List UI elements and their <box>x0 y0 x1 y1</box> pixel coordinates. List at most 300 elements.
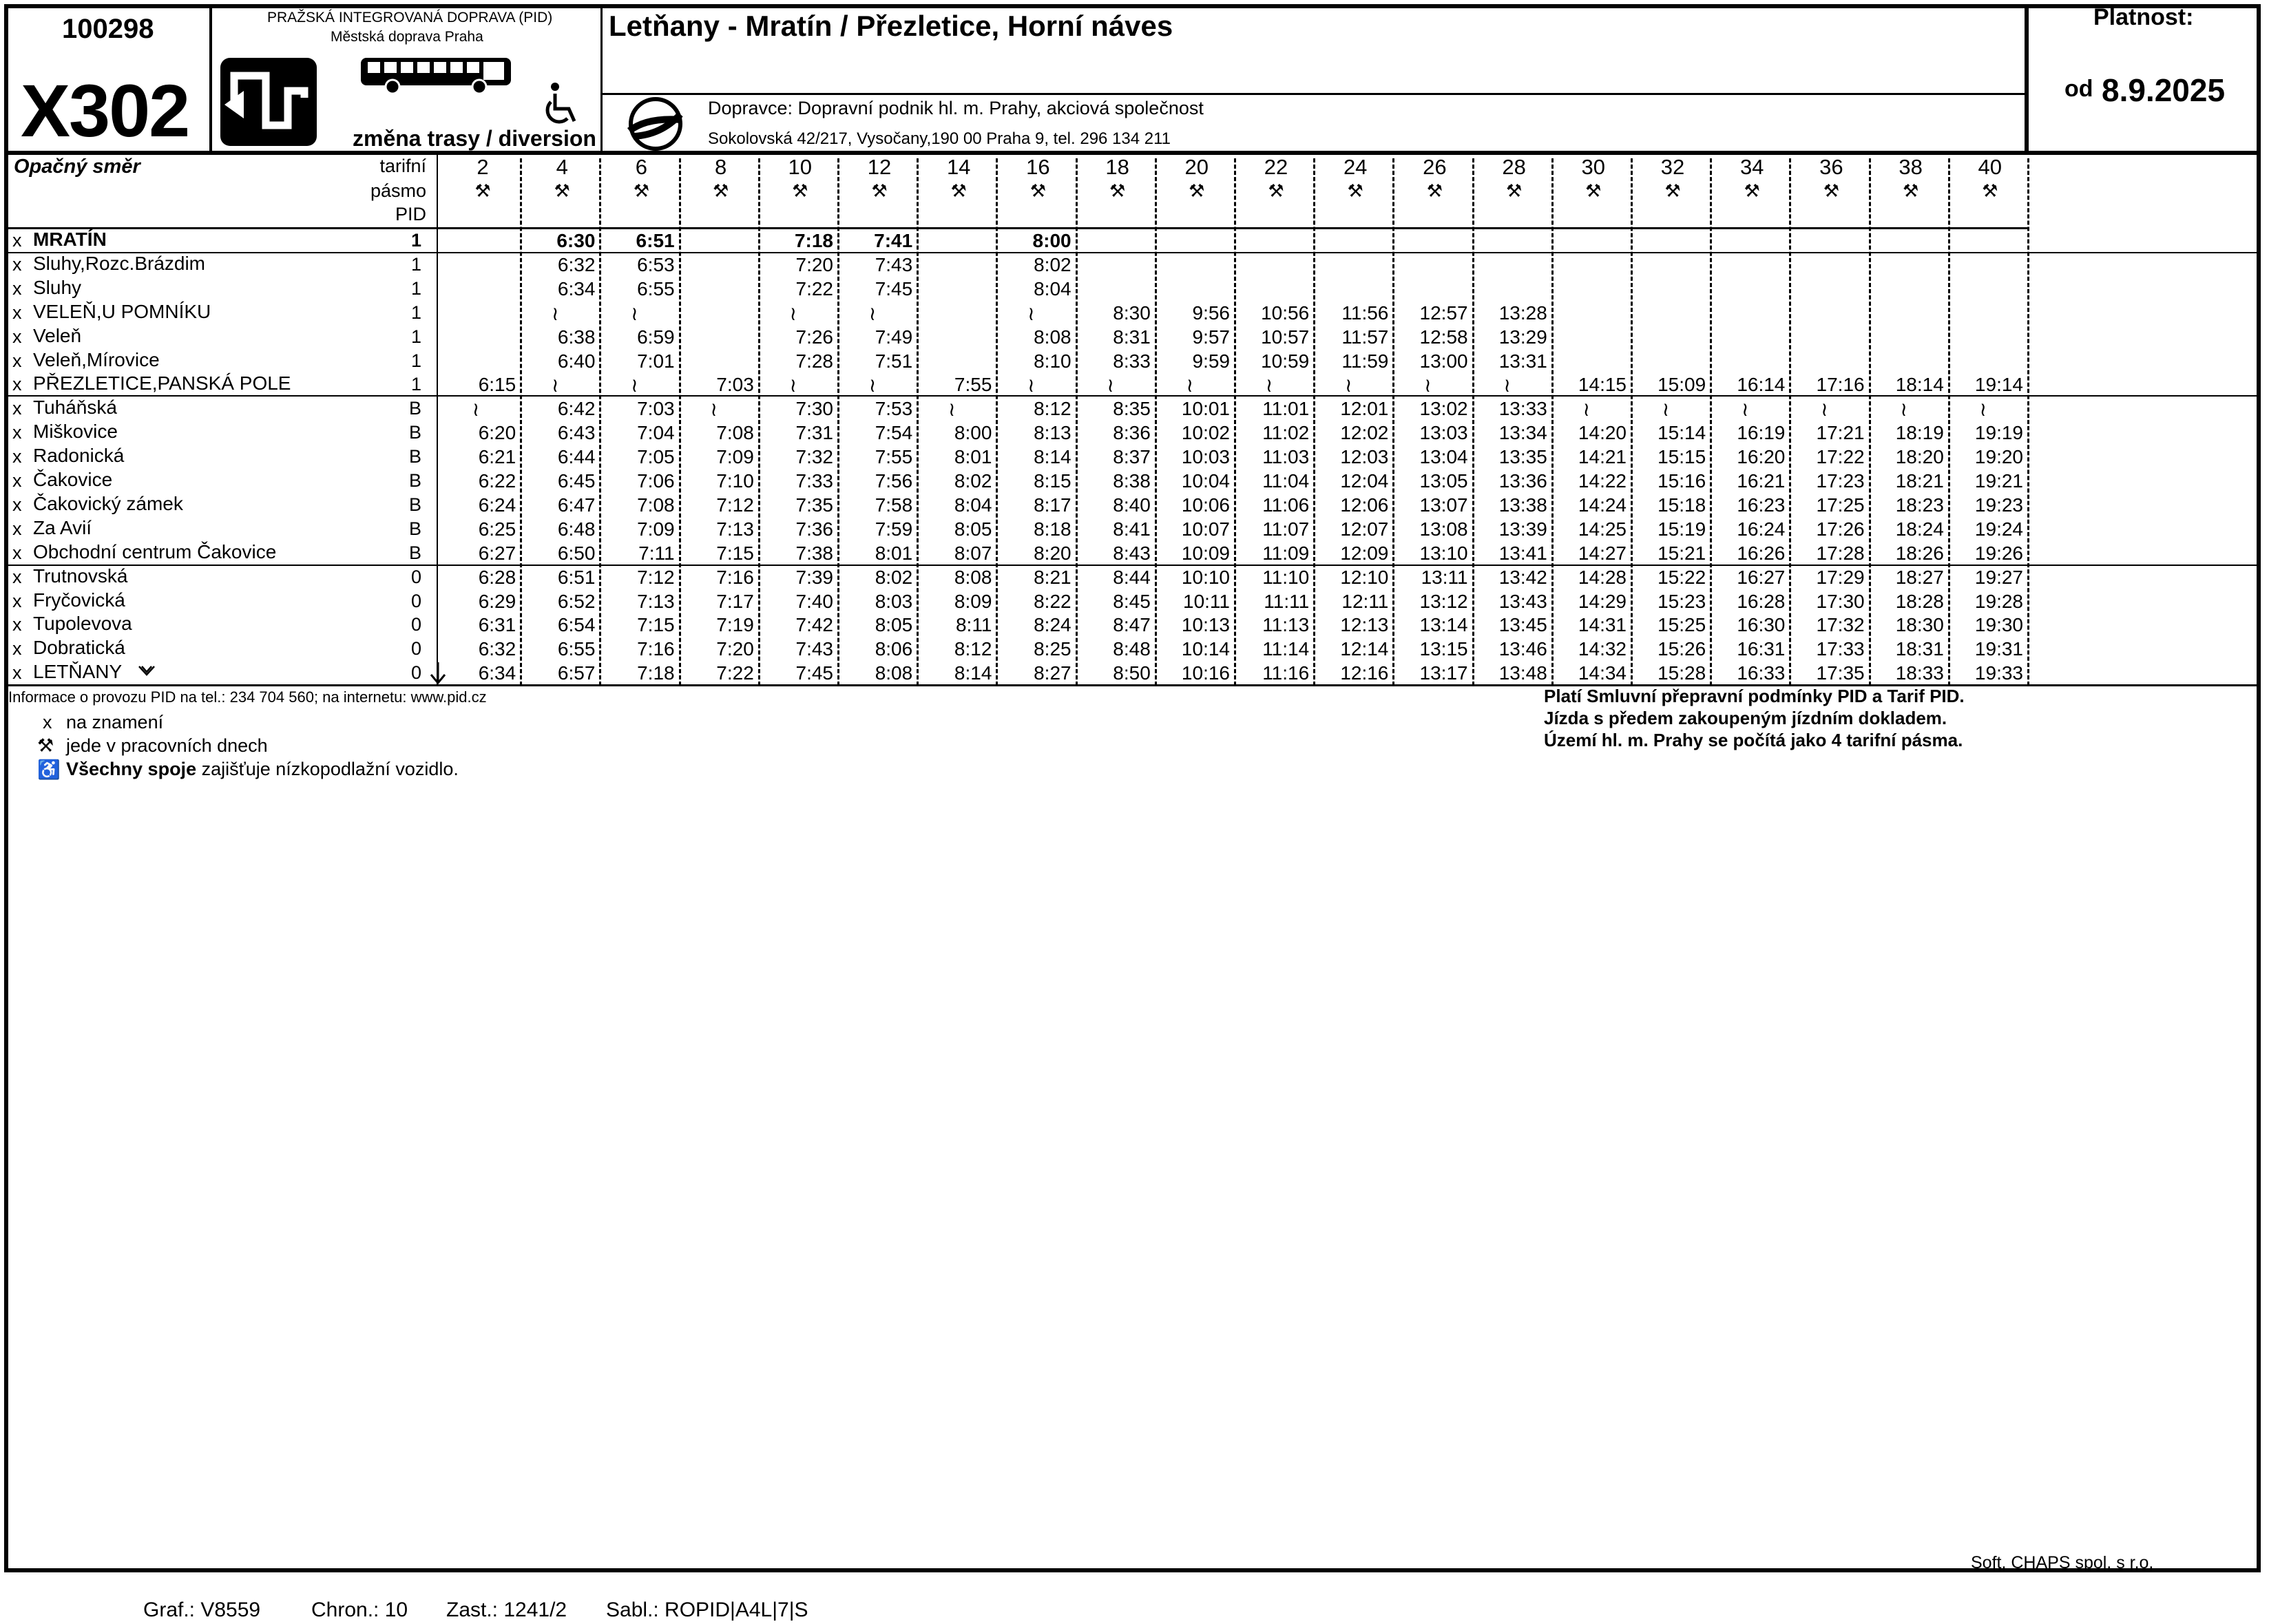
departure-time: 8:22 <box>1034 590 1071 612</box>
workday-icon: ⚒ <box>1029 180 1047 201</box>
tariff-zone: 0 <box>410 638 421 660</box>
software-credit: Soft. CHAPS spol. s r.o. <box>1971 1553 2154 1572</box>
departure-time: 15:22 <box>1658 566 1706 588</box>
stop-name: Dobratická <box>33 637 125 659</box>
departure-time: 8:15 <box>1034 470 1071 492</box>
request-stop-mark: x <box>12 542 22 563</box>
departure-time: 11:11 <box>1264 590 1310 612</box>
stop-name: VELEŇ,U POMNÍKU <box>33 300 211 322</box>
departure-time: 8:13 <box>1034 422 1071 444</box>
footer-chron: Chron.: 10 <box>311 1599 408 1621</box>
departure-time: 6:44 <box>557 446 596 468</box>
line-name: X302 <box>21 69 189 152</box>
departure-time: 19:23 <box>1974 494 2023 516</box>
tariff-zone: 1 <box>410 277 421 299</box>
lowfloor-bold: Všechny spoje <box>66 759 197 779</box>
legend-workday-text: jede v pracovních dnech <box>66 735 268 756</box>
departure-time: 8:12 <box>1034 398 1071 420</box>
request-stop-mark: x <box>12 662 22 684</box>
departure-time: 9:59 <box>1192 350 1230 372</box>
request-stop-mark: x <box>12 446 22 467</box>
departure-time: 7:09 <box>637 518 675 540</box>
stop-name: Sluhy <box>33 276 82 298</box>
departure-time: 6:20 <box>478 422 516 444</box>
bypass-mark: ≀ <box>1503 375 1511 397</box>
departure-time: 8:36 <box>1113 422 1151 444</box>
departure-time: 8:37 <box>1113 446 1151 468</box>
stop-name: Čakovický zámek <box>33 492 183 514</box>
trip-column-number: 12 <box>867 155 892 179</box>
direction-label: Opačný směr <box>14 156 140 178</box>
workday-icon: ⚒ <box>950 180 967 201</box>
trip-column-number: 32 <box>1660 155 1685 179</box>
trip-column-number: 36 <box>1819 155 1843 179</box>
wheelchair-icon <box>540 81 581 129</box>
workday-icon: ⚒ <box>554 180 570 201</box>
departure-time: 13:07 <box>1419 494 1468 516</box>
stop-name: Tuháňská <box>33 397 117 419</box>
departure-time: 12:06 <box>1340 494 1389 516</box>
departure-time: 6:38 <box>557 326 596 348</box>
departure-time: 8:21 <box>1034 566 1071 588</box>
trip-column-number: 26 <box>1423 155 1447 179</box>
departure-time: 7:16 <box>716 566 754 588</box>
stop-name: Radonická <box>33 445 125 467</box>
departure-time: 18:30 <box>1895 614 1944 636</box>
departure-time: 19:28 <box>1974 590 2023 612</box>
table-row <box>0 301 2269 325</box>
info-line: Informace o provozu PID na tel.: 234 704 560; na internetu: www.pid.cz <box>8 688 487 706</box>
departure-time: 14:34 <box>1578 662 1627 684</box>
departure-time: 8:35 <box>1113 398 1151 420</box>
bypass-mark: ≀ <box>1582 399 1591 421</box>
departure-time: 12:03 <box>1340 446 1389 468</box>
departure-time: 16:30 <box>1737 614 1786 636</box>
trip-column-number: 24 <box>1343 155 1368 179</box>
departure-time: 16:24 <box>1737 518 1786 540</box>
departure-time: 8:31 <box>1113 326 1151 348</box>
departure-time: 13:36 <box>1498 470 1547 492</box>
departure-time: 6:54 <box>557 614 596 636</box>
trip-column-number: 14 <box>946 155 971 179</box>
departure-time: 6:28 <box>478 566 516 588</box>
legend-x-text: na znamení <box>66 712 164 732</box>
departure-time: 19:24 <box>1974 518 2023 540</box>
departure-time: 11:10 <box>1262 566 1310 588</box>
tariff-zone: 1 <box>410 326 421 347</box>
departure-time: 16:14 <box>1737 374 1786 396</box>
departure-time: 7:55 <box>875 446 913 468</box>
departure-time: 6:42 <box>557 398 596 420</box>
departure-time: 13:28 <box>1498 302 1547 324</box>
bypass-mark: ≀ <box>948 399 956 421</box>
departure-time: 15:14 <box>1658 422 1706 444</box>
departure-time: 7:15 <box>716 542 754 564</box>
departure-time: 11:59 <box>1341 350 1389 372</box>
bypass-mark: ≀ <box>789 375 797 397</box>
bypass-mark: ≀ <box>1424 375 1432 397</box>
workday-icon: ⚒ <box>474 180 491 201</box>
table-row <box>0 229 2269 253</box>
departure-time: 13:10 <box>1419 542 1468 564</box>
tariff-zone: B <box>408 518 421 539</box>
departure-time: 15:18 <box>1658 494 1706 516</box>
departure-time: 8:25 <box>1034 638 1071 660</box>
departure-time: 13:42 <box>1498 566 1547 588</box>
departure-time: 14:21 <box>1578 446 1627 468</box>
stop-name: Čakovice <box>33 469 113 490</box>
departure-time: 10:16 <box>1181 662 1230 684</box>
request-stop-mark: x <box>12 230 22 251</box>
workday-icon: ⚒ <box>1982 180 1998 201</box>
bypass-mark: ≀ <box>1107 375 1114 397</box>
departure-time: 11:14 <box>1262 638 1310 660</box>
conditions-line-3: Území hl. m. Prahy se počítá jako 4 tarifní pásma. <box>1544 730 1963 750</box>
departure-time: 15:16 <box>1658 470 1706 492</box>
departure-time: 6:22 <box>478 470 516 492</box>
departure-time: 17:23 <box>1816 470 1865 492</box>
table-row <box>0 349 2269 373</box>
bypass-mark: ≀ <box>1900 399 1907 421</box>
table-row <box>0 372 2269 397</box>
departure-time: 6:32 <box>557 253 596 275</box>
legend-lowfloor-text <box>66 759 459 780</box>
departure-time: 10:14 <box>1181 638 1230 660</box>
departure-time: 18:24 <box>1895 518 1944 540</box>
request-stop-mark: x <box>12 277 22 299</box>
departure-time: 7:54 <box>875 422 913 444</box>
departure-time: 17:29 <box>1816 566 1865 588</box>
departure-time: 16:33 <box>1737 662 1786 684</box>
departure-time: 7:13 <box>716 518 754 540</box>
departure-time: 17:16 <box>1816 374 1865 396</box>
departure-time: 13:38 <box>1498 494 1547 516</box>
departure-time: 18:31 <box>1895 638 1944 660</box>
departure-time: 11:13 <box>1262 614 1310 636</box>
departure-time: 18:14 <box>1895 374 1944 396</box>
trip-column-number: 10 <box>788 155 813 179</box>
departure-time: 19:19 <box>1974 422 2023 444</box>
departure-time: 8:10 <box>1034 350 1071 372</box>
workday-icon: ⚒ <box>1268 180 1284 201</box>
departure-time: 7:45 <box>875 277 913 299</box>
table-row <box>0 613 2269 637</box>
departure-time: 18:27 <box>1895 566 1944 588</box>
table-row <box>0 589 2269 613</box>
departure-time: 7:26 <box>795 326 833 348</box>
departure-time: 10:06 <box>1181 494 1230 516</box>
departure-time: 8:12 <box>954 638 992 660</box>
departure-time: 7:09 <box>716 446 754 468</box>
departure-time: 13:35 <box>1498 446 1547 468</box>
departure-time: 7:08 <box>716 422 754 444</box>
departure-time: 15:25 <box>1658 614 1706 636</box>
departure-time: 7:20 <box>795 253 833 275</box>
bypass-mark: ≀ <box>868 375 877 397</box>
bypass-mark: ≀ <box>1027 375 1035 397</box>
departure-time: 19:30 <box>1974 614 2023 636</box>
departure-time: 6:24 <box>478 494 516 516</box>
departure-time: 8:04 <box>1034 277 1071 299</box>
bypass-mark: ≀ <box>1265 375 1273 397</box>
table-row <box>0 541 2269 565</box>
departure-time: 7:16 <box>637 638 675 660</box>
departure-time: 11:07 <box>1262 518 1310 540</box>
departure-time: 19:26 <box>1974 542 2023 564</box>
departure-time: 8:33 <box>1113 350 1151 372</box>
table-row <box>0 325 2269 349</box>
trip-column-number: 2 <box>477 155 489 179</box>
departure-time: 10:02 <box>1181 422 1230 444</box>
departure-time: 17:26 <box>1816 518 1865 540</box>
departure-time: 19:33 <box>1974 662 2023 684</box>
departure-time: 13:43 <box>1498 590 1547 612</box>
departure-time: 18:20 <box>1895 446 1944 468</box>
departure-time: 12:57 <box>1419 302 1468 324</box>
departure-time: 14:29 <box>1578 590 1627 612</box>
departure-time: 7:38 <box>795 542 833 564</box>
departure-time: 8:20 <box>1034 542 1071 564</box>
departure-time: 17:30 <box>1816 590 1865 612</box>
request-stop-mark: x <box>12 302 22 323</box>
departure-time: 8:45 <box>1113 590 1151 612</box>
zone-header-line-1: tarifní <box>379 156 426 176</box>
tariff-zone: 1 <box>410 230 421 251</box>
departure-time: 6:47 <box>557 494 596 516</box>
workday-icon: ⚒ <box>712 180 729 201</box>
departure-time: 7:06 <box>637 470 675 492</box>
departure-time: 6:55 <box>557 638 596 660</box>
departure-time: 17:25 <box>1816 494 1865 516</box>
departure-time: 13:33 <box>1498 398 1547 420</box>
departure-time: 6:59 <box>637 326 675 348</box>
departure-time: 10:01 <box>1181 398 1230 420</box>
tariff-zone: 0 <box>410 662 421 684</box>
departure-time: 17:28 <box>1816 542 1865 564</box>
departure-time: 17:21 <box>1816 422 1865 444</box>
departure-time: 14:20 <box>1578 422 1627 444</box>
departure-time: 7:43 <box>795 638 833 660</box>
departure-time: 7:32 <box>795 446 833 468</box>
request-stop-mark: x <box>12 422 22 443</box>
tariff-zone: B <box>408 398 421 419</box>
line-code: 100298 <box>62 14 154 44</box>
validity-label: Platnost: <box>2093 4 2194 30</box>
departure-time: 11:02 <box>1262 422 1310 444</box>
departure-time: 8:43 <box>1113 542 1151 564</box>
trip-column-number: 16 <box>1026 155 1050 179</box>
departure-time: 13:03 <box>1419 422 1468 444</box>
departure-time: 19:21 <box>1974 470 2023 492</box>
departure-time: 12:58 <box>1419 326 1468 348</box>
departure-time: 19:14 <box>1974 374 2023 396</box>
departure-time: 11:57 <box>1341 326 1389 348</box>
departure-time: 6:40 <box>557 350 596 372</box>
request-stop-mark: x <box>12 566 22 587</box>
departure-time: 8:08 <box>1034 326 1071 348</box>
departure-time: 6:25 <box>478 518 516 540</box>
table-row <box>0 637 2269 661</box>
table-row <box>0 565 2269 589</box>
bus-icon <box>358 55 514 96</box>
departure-time: 18:21 <box>1895 470 1944 492</box>
departure-time: 7:40 <box>795 590 833 612</box>
departure-time: 6:21 <box>478 446 516 468</box>
departure-time: 8:14 <box>954 662 992 684</box>
legend-lowfloor-icon: ♿ <box>37 759 61 780</box>
table-row <box>0 493 2269 517</box>
departure-time: 6:55 <box>637 277 675 299</box>
departure-time: 7:03 <box>637 398 675 420</box>
departure-time: 7:30 <box>795 398 833 420</box>
zone-header-line-3: PID <box>395 204 426 224</box>
departure-time: 12:07 <box>1340 518 1389 540</box>
departure-time: 10:11 <box>1183 590 1230 612</box>
tariff-zone: B <box>408 422 421 443</box>
departure-time: 7:53 <box>875 398 913 420</box>
departure-time: 13:15 <box>1419 638 1468 660</box>
departure-time: 13:14 <box>1419 614 1468 636</box>
departure-time: 11:04 <box>1262 470 1310 492</box>
departure-time: 6:34 <box>478 662 516 684</box>
departure-time: 6:15 <box>478 374 516 396</box>
departure-time: 7:22 <box>716 662 754 684</box>
departure-time: 19:27 <box>1974 566 2023 588</box>
departure-time: 13:12 <box>1419 590 1468 612</box>
departure-time: 8:04 <box>954 494 992 516</box>
header-divider-1 <box>209 4 212 153</box>
departure-time: 10:10 <box>1181 566 1230 588</box>
departure-time: 7:19 <box>716 614 754 636</box>
workday-icon: ⚒ <box>1744 180 1760 201</box>
departure-time: 16:20 <box>1737 446 1786 468</box>
departure-time: 7:59 <box>875 518 913 540</box>
departure-time: 7:58 <box>875 494 913 516</box>
departure-time: 16:21 <box>1737 470 1786 492</box>
bypass-mark: ≀ <box>1662 399 1670 421</box>
table-row <box>0 517 2269 541</box>
departure-time: 7:18 <box>637 662 675 684</box>
bypass-mark: ≀ <box>631 375 638 397</box>
footer-graf: Graf.: V8559 <box>143 1599 261 1621</box>
departure-time: 7:03 <box>716 374 754 396</box>
departure-time: 7:15 <box>637 614 675 636</box>
trip-column-number: 38 <box>1899 155 1923 179</box>
stop-name: Obchodní centrum Čakovice <box>33 540 277 562</box>
departure-time: 8:07 <box>954 542 992 564</box>
departure-time: 11:16 <box>1262 662 1310 684</box>
tariff-zone: 1 <box>410 374 421 395</box>
departure-time: 18:23 <box>1895 494 1944 516</box>
departure-time: 12:09 <box>1340 542 1389 564</box>
departure-time: 12:02 <box>1340 422 1389 444</box>
conditions-line-1: Platí Smluvní přepravní podmínky PID a Tarif PID. <box>1544 686 1965 706</box>
departure-time: 14:28 <box>1578 566 1627 588</box>
bypass-mark: ≀ <box>551 375 559 397</box>
stop-name: MRATÍN <box>33 229 107 250</box>
departure-time: 17:32 <box>1816 614 1865 636</box>
departure-time: 7:28 <box>795 350 833 372</box>
stop-name: Miškovice <box>33 421 118 443</box>
departure-time: 7:35 <box>795 494 833 516</box>
carrier-address: Sokolovská 42/217, Vysočany,190 00 Praha 9, tel. 296 134 211 <box>708 129 1171 148</box>
legend-x-symbol: x <box>43 712 52 732</box>
departure-time: 17:33 <box>1816 638 1865 660</box>
workday-icon: ⚒ <box>1505 180 1523 201</box>
departure-time: 14:25 <box>1578 518 1627 540</box>
workday-icon: ⚒ <box>1426 180 1443 201</box>
departure-time: 14:15 <box>1578 374 1627 396</box>
departure-time: 8:02 <box>954 470 992 492</box>
departure-time: 11:03 <box>1262 446 1310 468</box>
departure-time: 6:48 <box>557 518 596 540</box>
departure-time: 13:39 <box>1498 518 1547 540</box>
stop-name: Tupolevova <box>33 613 132 635</box>
workday-icon: ⚒ <box>792 180 808 201</box>
departure-time: 8:02 <box>1034 253 1071 275</box>
departure-time: 6:43 <box>557 422 596 444</box>
bypass-mark: ≀ <box>710 399 718 421</box>
departure-time: 10:07 <box>1181 518 1230 540</box>
stop-name: Za Avií <box>33 516 92 538</box>
footer-sabl: Sabl.: ROPID|A4L|7|S <box>606 1599 808 1621</box>
request-stop-mark: x <box>12 638 22 660</box>
departure-time: 7:42 <box>795 614 833 636</box>
departure-time: 13:00 <box>1419 350 1468 372</box>
departure-time: 13:46 <box>1498 638 1547 660</box>
departure-time: 13:04 <box>1419 446 1468 468</box>
workday-icon: ⚒ <box>1585 180 1602 201</box>
tariff-zone: 1 <box>410 253 421 275</box>
departure-time: 8:44 <box>1113 566 1151 588</box>
departure-time: 7:04 <box>637 422 675 444</box>
stop-name: Veleň,Mírovice <box>33 348 160 370</box>
trip-column-number: 22 <box>1264 155 1288 179</box>
departure-time: 9:57 <box>1192 326 1230 348</box>
stop-name: Veleň <box>33 324 82 346</box>
departure-time: 10:56 <box>1261 302 1310 324</box>
legend-workday-icon: ⚒ <box>37 735 54 756</box>
departure-time: 13:08 <box>1419 518 1468 540</box>
departure-time: 18:28 <box>1895 590 1944 612</box>
departure-time: 16:23 <box>1737 494 1786 516</box>
pid-name: PRAŽSKÁ INTEGROVANÁ DOPRAVA (PID) <box>267 10 553 25</box>
route-title: Letňany - Mratín / Přezletice, Horní náves <box>609 10 1173 42</box>
departure-time: 8:14 <box>1034 446 1071 468</box>
departure-time: 7:31 <box>795 422 833 444</box>
request-stop-mark: x <box>12 374 22 395</box>
trip-column-number: 20 <box>1184 155 1209 179</box>
departure-time: 8:41 <box>1113 518 1151 540</box>
bypass-mark: ≀ <box>789 302 797 324</box>
workday-icon: ⚒ <box>633 180 650 201</box>
departure-time: 8:27 <box>1034 662 1071 684</box>
table-row <box>0 277 2269 301</box>
departure-time: 13:17 <box>1419 662 1468 684</box>
departure-time: 8:01 <box>875 542 913 564</box>
departure-time: 8:06 <box>875 638 913 660</box>
departure-time: 14:27 <box>1578 542 1627 564</box>
bypass-mark: ≀ <box>1979 399 1987 421</box>
departure-time: 12:11 <box>1341 590 1389 612</box>
departure-time: 7:08 <box>637 494 675 516</box>
trip-column-number: 18 <box>1105 155 1129 179</box>
departure-time: 6:32 <box>478 638 516 660</box>
lowfloor-rest: zajišťuje nízkopodlažní vozidlo. <box>196 759 459 779</box>
tariff-zone: 0 <box>410 566 421 587</box>
departure-time: 7:11 <box>638 542 675 564</box>
validity-date: 8.9.2025 <box>2102 72 2226 108</box>
